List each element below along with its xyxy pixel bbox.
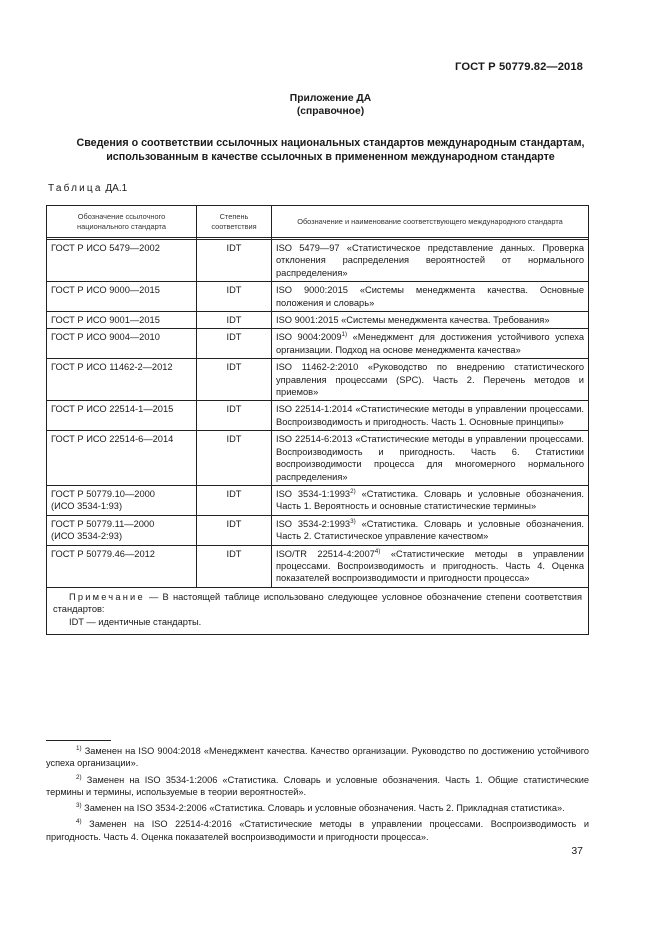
- international-standard-cell: [272, 240, 589, 282]
- footnote-text: Заменен на ISO 3534-2:2006 «Статистика. Словарь и условные обозначения. Часть 2. Прикладная статистика».: [81, 803, 565, 814]
- table-row: [47, 359, 589, 401]
- degree-cell: IDT: [197, 515, 272, 545]
- appendix-block: [0, 92, 661, 118]
- appendix-title: Приложение ДА: [289, 93, 372, 104]
- degree-cell: IDT: [197, 282, 272, 312]
- table-note-row: [47, 587, 589, 634]
- national-standard-cell: ГОСТ Р ИСО 22514-6—2014: [47, 431, 197, 486]
- footnote-text: Заменен на ISO 9004:2018 «Менеджмент качества. Качество организации. Руководство по достижению устойчивого успеха организации».: [46, 746, 589, 769]
- footnotes: [46, 745, 589, 847]
- footnote-ref[interactable]: 2): [350, 487, 356, 495]
- intl-text: ISO 9004:2009: [276, 332, 342, 343]
- page-number: 37: [571, 845, 583, 857]
- appendix-subtitle: (справочное): [296, 106, 365, 117]
- footnote-ref[interactable]: 4): [374, 547, 381, 555]
- national-standard-cell: ГОСТ Р ИСО 5479—2002: [47, 240, 197, 282]
- footnote-text: Заменен на ISO 22514-4:2016 «Статистические методы в управлении процессами. Воспроизводимость и пригодность. Часть 4. Оценка показателей воспроизводимости и пригодности процесса».: [46, 819, 589, 842]
- footnote-1: [46, 745, 589, 770]
- international-standard-cell: [272, 329, 589, 359]
- national-line-2: (ИСО 3534-2:93): [51, 531, 123, 542]
- intl-text: ISO 22514-6:2013 «Статистические методы в управлении процессами. Воспроизводимость и пригодность. Часть 6. Статистики воспроизводимости процесса для многомерного нормального распределения»: [276, 434, 584, 482]
- table-note: [47, 587, 589, 634]
- column-header-international: Обозначение и наименование соответствующего международного стандарта: [272, 206, 589, 238]
- intl-text: ISO 3534-1:1993: [276, 488, 351, 499]
- national-standard-cell: ГОСТ Р ИСО 22514-1—2015: [47, 401, 197, 431]
- footnote-3: [46, 802, 589, 814]
- standard-designation: ГОСТ Р 50779.82—2018: [455, 61, 583, 73]
- national-line-1: ГОСТ Р 50779.11—2000: [51, 518, 155, 529]
- correspondence-table: [46, 205, 589, 635]
- table-row: [47, 240, 589, 282]
- degree-cell: IDT: [197, 240, 272, 282]
- table-row: [47, 401, 589, 431]
- international-standard-cell: [272, 401, 589, 431]
- table-row: [47, 515, 589, 545]
- degree-cell: IDT: [197, 359, 272, 401]
- column-header-degree: Степень соответствия: [197, 206, 272, 238]
- intl-text: ISO 22514-1:2014 «Статистические методы в управлении процессами. Воспроизводимость и пригодность. Часть 1. Основные принципы»: [276, 404, 584, 427]
- table-row: [47, 485, 589, 515]
- section-heading-line-1: Сведения о соответствии ссылочных национальных стандартов международным стандартам,: [76, 137, 585, 149]
- international-standard-cell: [272, 545, 589, 587]
- table-row: [47, 312, 589, 329]
- international-standard-cell: [272, 485, 589, 515]
- national-standard-cell: ГОСТ Р ИСО 9004—2010: [47, 329, 197, 359]
- column-header-national: Обозначение ссылочного национального стандарта: [47, 206, 197, 238]
- intl-text: ISO 3534-2:1993: [276, 518, 351, 529]
- table-row: [47, 431, 589, 486]
- national-standard-cell: ГОСТ Р 50779.46—2012: [47, 545, 197, 587]
- footnote-mark: 3): [76, 802, 82, 810]
- intl-text: ISO 9001:2015 «Системы менеджмента качества. Требования»: [276, 315, 550, 326]
- degree-cell: IDT: [197, 312, 272, 329]
- footnote-separator: [46, 740, 111, 741]
- intl-text: ISO 9000:2015 «Системы менеджмента качества. Основные положения и словарь»: [276, 285, 584, 308]
- note-label: Примечание: [69, 591, 145, 602]
- national-standard-cell: ГОСТ Р ИСО 11462-2—2012: [47, 359, 197, 401]
- intl-text-rest: «Статистические методы в управлении процессами. Воспроизводимость и пригодность. Часть 4. Оценка показателей воспроизводимости и пригодности процесса»: [276, 548, 584, 584]
- intl-text-rest: «Статистика. Словарь и условные обозначения. Часть 2. Статистическое управление качеством»: [276, 518, 584, 542]
- footnote-mark: 4): [76, 818, 82, 826]
- national-line-1: ГОСТ Р 50779.10—2000: [51, 488, 155, 499]
- table-caption-word: Таблица: [48, 183, 103, 194]
- national-standard-cell: ГОСТ Р ИСО 9000—2015: [47, 282, 197, 312]
- table-row: [47, 282, 589, 312]
- table-row: [47, 545, 589, 587]
- table-caption-id: ДА.1: [105, 183, 128, 194]
- table-caption: [48, 183, 127, 194]
- intl-text: ISO/TR 22514-4:2007: [276, 548, 375, 559]
- footnote-ref[interactable]: 3): [350, 517, 356, 525]
- footnote-mark: 1): [76, 744, 82, 752]
- degree-cell: IDT: [197, 485, 272, 515]
- national-standard-cell: ГОСТ Р ИСО 9001—2015: [47, 312, 197, 329]
- footnote-mark: 2): [76, 773, 82, 781]
- degree-cell: IDT: [197, 431, 272, 486]
- footnote-2: [46, 774, 589, 799]
- section-heading-line-2: использованным в качестве ссылочных в примененном международном стандарте: [106, 151, 555, 163]
- table-header-row: [47, 206, 589, 238]
- intl-text: ISO 5479—97 «Статистическое представление данных. Проверка отклонения распределения вероятностей от нормального распределения»: [276, 243, 584, 278]
- international-standard-cell: [272, 515, 589, 545]
- note-item: IDT — идентичные стандарты.: [69, 616, 202, 627]
- international-standard-cell: [272, 282, 589, 312]
- intl-text-rest: «Статистика. Словарь и условные обозначения. Часть 1. Вероятность и основные статистические термины»: [276, 488, 584, 512]
- national-standard-cell: [47, 485, 197, 515]
- note-text: — В настоящей таблице использовано следующее условное обозначение степени соответствия стандартов:: [53, 591, 582, 615]
- international-standard-cell: [272, 431, 589, 486]
- table-row: [47, 329, 589, 359]
- intl-text: ISO 11462-2:2010 «Руководство по внедрению статистического управления процессами (SPC). Часть 2. Перечень методов и приемов»: [276, 362, 584, 398]
- footnote-4: [46, 818, 589, 843]
- international-standard-cell: [272, 312, 589, 329]
- degree-cell: IDT: [197, 401, 272, 431]
- degree-cell: IDT: [197, 545, 272, 587]
- intl-text-rest: «Менеджмент для достижения устойчивого успеха организации. Подход на основе менеджмента качества»: [276, 332, 584, 355]
- footnote-text: Заменен на ISO 3534-1:2006 «Статистика. Словарь и условные обозначения. Часть 1. Общие статистические термины и термины, используемые в теории вероятностей».: [46, 774, 589, 797]
- note-paragraph: [53, 591, 582, 616]
- footnote-ref[interactable]: 1): [341, 331, 348, 339]
- section-heading: [50, 136, 611, 164]
- national-standard-cell: [47, 515, 197, 545]
- international-standard-cell: [272, 359, 589, 401]
- national-line-2: (ИСО 3534-1:93): [51, 501, 123, 512]
- degree-cell: IDT: [197, 329, 272, 359]
